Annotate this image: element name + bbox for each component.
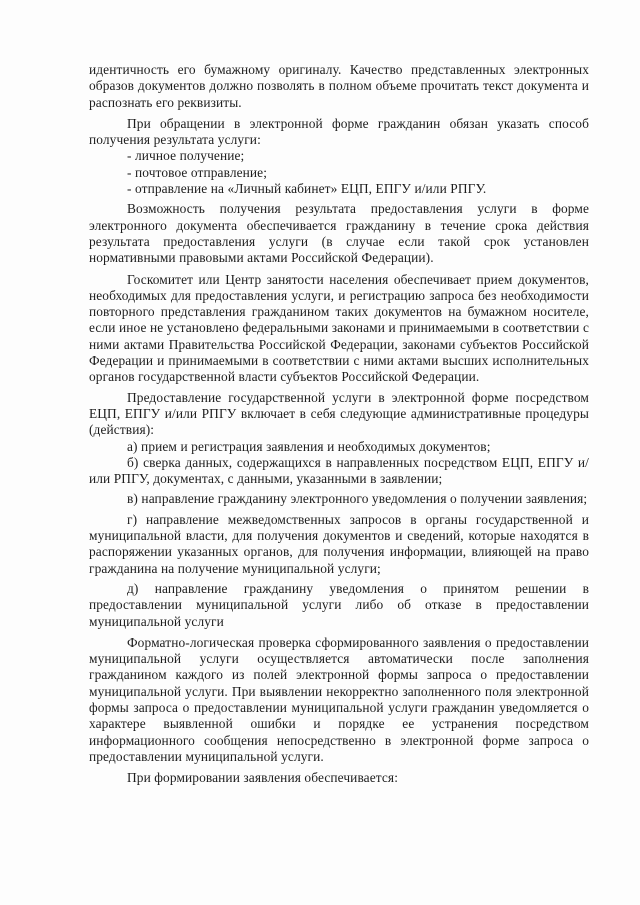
- paragraph: При формировании заявления обеспечивается:: [127, 770, 399, 786]
- list-item: - отправление на «Личный кабинет» ЕЦП, ЕПГУ и/или РПГУ.: [127, 181, 487, 197]
- paragraph: идентичность его бумажному оригиналу. Качество представленных электронных образов документов должно позволять в полном объеме прочитать текст документа и распознать его реквизиты.: [89, 62, 589, 110]
- list-item: а) прием и регистрация заявления и необходимых документов;: [127, 438, 491, 454]
- list-item: - личное получение;: [127, 148, 245, 164]
- paragraph: Госкомитет или Центр занятости населения обеспечивает прием документов, необходимых для предоставления услуги, и регистрацию запроса без необходимости повторного представления гражданином таких документов на бумажном носителе, если иное не установлено федеральными законами и принимаемыми в соответствии с ними актами Правительства Российской Федерации, законами субъектов Российской Федерации и принимаемыми в соответствии с ними актами высших исполнительных органов государственной власти субъектов Российской Федерации.: [89, 271, 589, 385]
- list-item: д) направление гражданину уведомления о принятом решении в предоставлении муниципальной услуги либо об отказе в предоставлении муниципальной услуги: [89, 580, 589, 629]
- list-item: б) сверка данных, содержащихся в направленных посредством ЕЦП, ЕПГУ и/или РПГУ, документах, с данными, указанными в заявлении;: [89, 454, 589, 487]
- list-item: г) направление межведомственных запросов в органы государственной и муниципальной власти, для получения документов и сведений, которые находятся в распоряжении указанных органов, для получения информации, влияющей на право гражданина на получение муниципальной услуги;: [89, 511, 589, 576]
- document-body: [89, 62, 589, 786]
- list-item: в) направление гражданину электронного уведомления о получении заявления;: [127, 491, 588, 507]
- list-item: - почтовое отправление;: [127, 164, 268, 180]
- paragraph: При обращении в электронной форме гражданин обязан указать способ получения результата услуги:: [89, 115, 589, 148]
- paragraph: Предоставление государственной услуги в электронной форме посредством ЕЦП, ЕПГУ и/или РПГУ включает в себя следующие административные процедуры (действия):: [89, 389, 589, 438]
- paragraph: Форматно-логическая проверка сформированного заявления о предоставлении муниципальной услуги осуществляется автоматически после заполнения гражданином каждого из полей электронной формы запроса о предоставлении муниципальной услуги. При выявлении некорректно заполненного поля электронной формы запроса о предоставлении муниципальной услуги гражданин уведомляется о характере выявленной ошибки и порядке ее устранения посредством информационного сообщения непосредственно в электронной форме запроса о предоставлении муниципальной услуги.: [89, 634, 589, 764]
- paragraph: Возможность получения результата предоставления услуги в форме электронного документа обеспечивается гражданину в течение срока действия результата предоставления услуги (в случае если такой срок установлен нормативными правовыми актами Российской Федерации).: [89, 201, 589, 266]
